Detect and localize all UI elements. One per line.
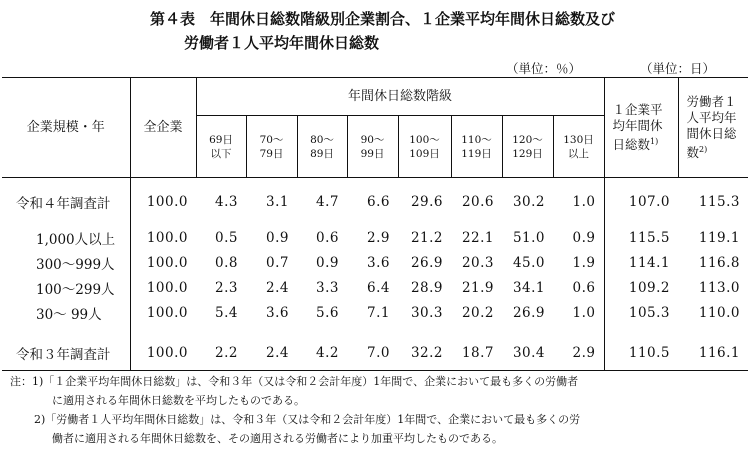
cell-class: 4.2 (297, 336, 347, 371)
cell-class: 28.9 (410, 279, 443, 296)
holiday-statistics-table (2, 77, 748, 371)
class-label-bottom: 99日 (360, 147, 385, 160)
cell-class: 5.4 (215, 304, 238, 321)
header-all-companies: 全企業 (130, 78, 196, 178)
cell-class: 7.0 (347, 336, 398, 371)
cell-avg-worker: 113.0 (698, 279, 741, 296)
table-row-r4-total (2, 189, 748, 214)
header-class-80-89 (297, 116, 347, 178)
header-avg-company-note: 1) (650, 136, 659, 146)
footnote-2-line1: 2)「労働者１人平均年間休日総数」は、令和３年（又は令和２会計年度）1年間で、企業において最も多くの労 (34, 413, 581, 426)
header-avg-worker-line1: 労働者１ (686, 93, 737, 109)
row-label: 300～999人 (36, 256, 115, 273)
cell-class: 0.6 (572, 279, 596, 296)
cell-class: 1.9 (572, 254, 596, 271)
cell-class: 4.3 (215, 193, 238, 210)
cell-class: 3.6 (266, 304, 289, 321)
row-label: 令和４年調査計 (16, 195, 111, 212)
cell-all: 100.0 (130, 250, 196, 275)
cell-class: 20.3 (461, 254, 494, 271)
table-row-100-299 (2, 275, 748, 300)
cell-class: 0.7 (266, 254, 289, 271)
header-avg-worker (678, 78, 748, 178)
cell-class: 2.2 (196, 336, 246, 371)
cell-avg-worker: 116.1 (678, 336, 748, 371)
cell-all: 100.0 (130, 225, 196, 250)
header-class-90-99 (347, 116, 398, 178)
header-class-69-or-less (196, 116, 246, 178)
cell-class: 0.9 (316, 254, 339, 271)
cell-class: 3.3 (316, 279, 339, 296)
cell-class: 0.9 (266, 229, 289, 246)
header-class-110-119 (451, 116, 502, 178)
class-label-top: 69日 (209, 133, 233, 146)
footnote-1-line2: に適用される年間休日総数を平均したものである。 (52, 394, 305, 407)
cell-class: 21.2 (410, 229, 443, 246)
header-avg-worker-note: 2) (699, 144, 708, 154)
row-label: 1,000人以上 (36, 231, 116, 248)
cell-class: 0.9 (572, 229, 596, 246)
cell-class: 2.4 (246, 336, 297, 371)
cell-class: 26.9 (512, 304, 545, 321)
table-row-1000-plus (2, 225, 748, 250)
cell-class: 2.9 (553, 336, 604, 371)
cell-avg-worker: 116.8 (698, 254, 741, 271)
cell-class: 3.6 (367, 254, 390, 271)
unit-percent-label: （単位：％） (506, 61, 582, 76)
table-row-r3-total (2, 336, 748, 371)
class-label-bottom: 以上 (568, 147, 589, 160)
header-holiday-class-group: 年間休日総数階級 (196, 78, 604, 116)
footnotes (10, 372, 745, 448)
cell-class: 26.9 (410, 254, 443, 271)
cell-class: 32.2 (398, 336, 451, 371)
cell-class: 1.0 (572, 193, 596, 210)
cell-all: 100.0 (130, 300, 196, 325)
cell-class: 51.0 (512, 229, 545, 246)
table-title-line1: 第４表 年間休日総数階級別企業割合、１企業平均年間休日総数及び (150, 10, 616, 28)
class-label-bottom: 以下 (210, 147, 232, 160)
cell-class: 30.2 (512, 193, 545, 210)
cell-avg-worker: 110.0 (698, 304, 741, 321)
cell-class: 3.1 (266, 193, 289, 210)
class-label-bottom: 79日 (259, 147, 284, 160)
cell-all: 100.0 (130, 189, 196, 214)
cell-class: 0.5 (215, 229, 238, 246)
cell-class: 1.0 (572, 304, 596, 321)
header-class-120-129 (502, 116, 553, 178)
cell-all: 100.0 (130, 336, 196, 371)
header-avg-worker-line2: 人平均年 (686, 109, 737, 125)
class-label-bottom: 89日 (310, 147, 334, 160)
class-label-top: 90～ (360, 133, 385, 146)
cell-class: 4.7 (316, 193, 339, 210)
cell-avg-company: 110.5 (604, 336, 678, 371)
cell-class: 7.1 (367, 304, 390, 321)
class-label-top: 100～ (409, 133, 440, 146)
header-class-100-109 (398, 116, 451, 178)
table-row-30-99 (2, 300, 748, 325)
cell-class: 45.0 (512, 254, 545, 271)
row-label: 30～ 99人 (36, 306, 102, 323)
cell-class: 5.6 (316, 304, 339, 321)
table-row-300-999 (2, 250, 748, 275)
unit-days-label: （単位：日） (640, 61, 716, 76)
cell-all: 100.0 (130, 275, 196, 300)
cell-class: 21.9 (461, 279, 494, 296)
header-avg-company-line1: １企業平 (612, 101, 663, 117)
class-label-top: 80～ (310, 133, 334, 146)
cell-class: 2.9 (367, 229, 390, 246)
header-avg-company-line3: 日総数 (612, 137, 651, 153)
class-label-top: 130日 (563, 133, 594, 146)
cell-class: 30.3 (410, 304, 443, 321)
header-class-130-or-more (553, 116, 604, 178)
class-label-top: 70～ (259, 133, 284, 146)
cell-avg-company: 105.3 (604, 300, 678, 325)
cell-avg-worker: 115.3 (698, 193, 741, 210)
class-label-bottom: 119日 (461, 147, 492, 160)
header-avg-worker-line3: 間休日総 (686, 125, 737, 141)
header-avg-company (604, 78, 678, 178)
cell-avg-company: 114.1 (604, 250, 678, 275)
class-label-bottom: 109日 (409, 147, 440, 160)
row-label: 令和３年調査計 (2, 336, 130, 371)
cell-avg-worker: 119.1 (698, 229, 741, 246)
cell-class: 18.7 (451, 336, 502, 371)
row-label: 100～299人 (36, 281, 115, 298)
class-label-bottom: 129日 (512, 147, 543, 160)
cell-avg-company: 109.2 (604, 275, 678, 300)
footnote-2-line2: 働者に適用される年間休日総数を、その適用される労働者により加重平均したものである。 (52, 432, 503, 445)
cell-avg-company: 115.5 (604, 225, 678, 250)
cell-class: 2.3 (215, 279, 238, 296)
cell-avg-company: 107.0 (604, 189, 678, 214)
cell-class: 20.2 (461, 304, 494, 321)
header-scale-year: 企業規模・年 (2, 78, 130, 178)
cell-class: 29.6 (410, 193, 443, 210)
cell-class: 0.6 (316, 229, 339, 246)
cell-class: 6.4 (367, 279, 390, 296)
cell-class: 0.8 (215, 254, 238, 271)
class-label-top: 120～ (512, 133, 543, 146)
cell-class: 6.6 (367, 193, 390, 210)
cell-class: 2.4 (266, 279, 289, 296)
footnote-1-line1: 注：1)「１企業平均年間休日総数」は、令和３年（又は令和２会計年度）1年間で、企業において最も多くの労働者 (10, 375, 579, 388)
cell-class: 30.4 (502, 336, 553, 371)
header-class-70-79 (246, 116, 297, 178)
table-title-line2: 労働者１人平均年間休日総数 (184, 34, 380, 52)
header-avg-worker-line4: 数 (686, 145, 700, 161)
cell-class: 22.1 (461, 229, 494, 246)
cell-class: 34.1 (512, 279, 545, 296)
header-avg-company-line2: 均年間休 (612, 117, 663, 133)
class-label-top: 110～ (461, 133, 492, 146)
cell-class: 20.6 (461, 193, 494, 210)
